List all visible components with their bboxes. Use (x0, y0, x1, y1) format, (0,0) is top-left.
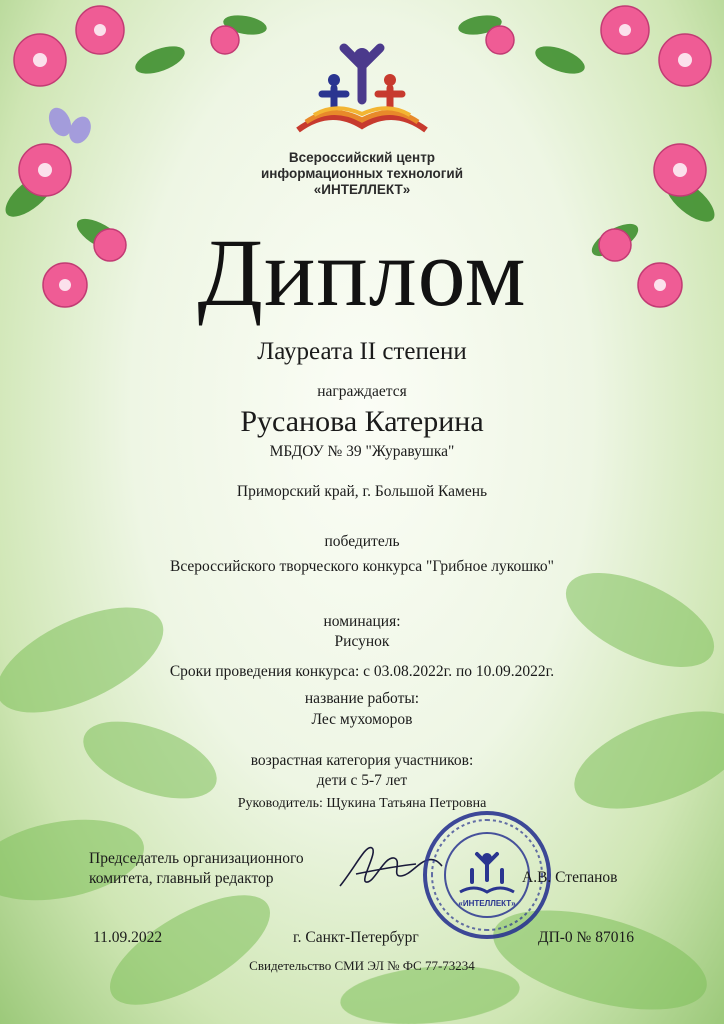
intellect-logo-icon (292, 42, 432, 142)
stamp-center-text: «ИНТЕЛЛЕКТ» (458, 899, 516, 908)
org-line-1: Всероссийский центр (288, 150, 436, 165)
diploma-title: Диплом (197, 219, 527, 326)
work-title: Лес мухоморов (311, 711, 413, 728)
age-label: возрастная категория участников: (250, 752, 474, 769)
contest-name: Всероссийского творческого конкурса "Грибное лукошко" (169, 558, 554, 575)
age-value: дети с 5-7 лет (316, 772, 408, 789)
chair-line-2: комитета, главный редактор (89, 870, 274, 887)
awarded-label: награждается (317, 383, 407, 400)
contest-dates: Сроки проведения конкурса: с 03.08.2022г. по 10.09.2022г. (169, 663, 555, 680)
location: Приморский край, г. Большой Камень (236, 483, 488, 500)
organization-name (0, 150, 724, 198)
nomination-value: Рисунок (334, 633, 390, 650)
chair-line-1: Председатель организационного (89, 850, 304, 867)
issue-date: 11.09.2022 (93, 929, 163, 946)
issue-city: г. Санкт-Петербург (293, 929, 419, 946)
diploma-degree: Лауреата II степени (257, 338, 467, 365)
media-certificate: Свидетельство СМИ ЭЛ № ФС 77-73234 (249, 958, 475, 973)
recipient-name: Русанова Катерина (240, 405, 484, 438)
nomination-label: номинация: (323, 613, 401, 630)
org-line-2: информационных технологий (260, 166, 464, 181)
supervisor: Руководитель: Щукина Татьяна Петровна (237, 796, 487, 811)
status: победитель (324, 533, 400, 550)
work-label: название работы: (304, 690, 420, 707)
diploma-number: ДП-0 № 87016 (538, 929, 634, 946)
chair-title (89, 849, 304, 889)
institution: МБДОУ № 39 "Журавушка" (269, 443, 455, 460)
chair-name: А.В. Степанов (522, 869, 618, 886)
org-line-3: «ИНТЕЛЛЕКТ» (313, 182, 411, 197)
